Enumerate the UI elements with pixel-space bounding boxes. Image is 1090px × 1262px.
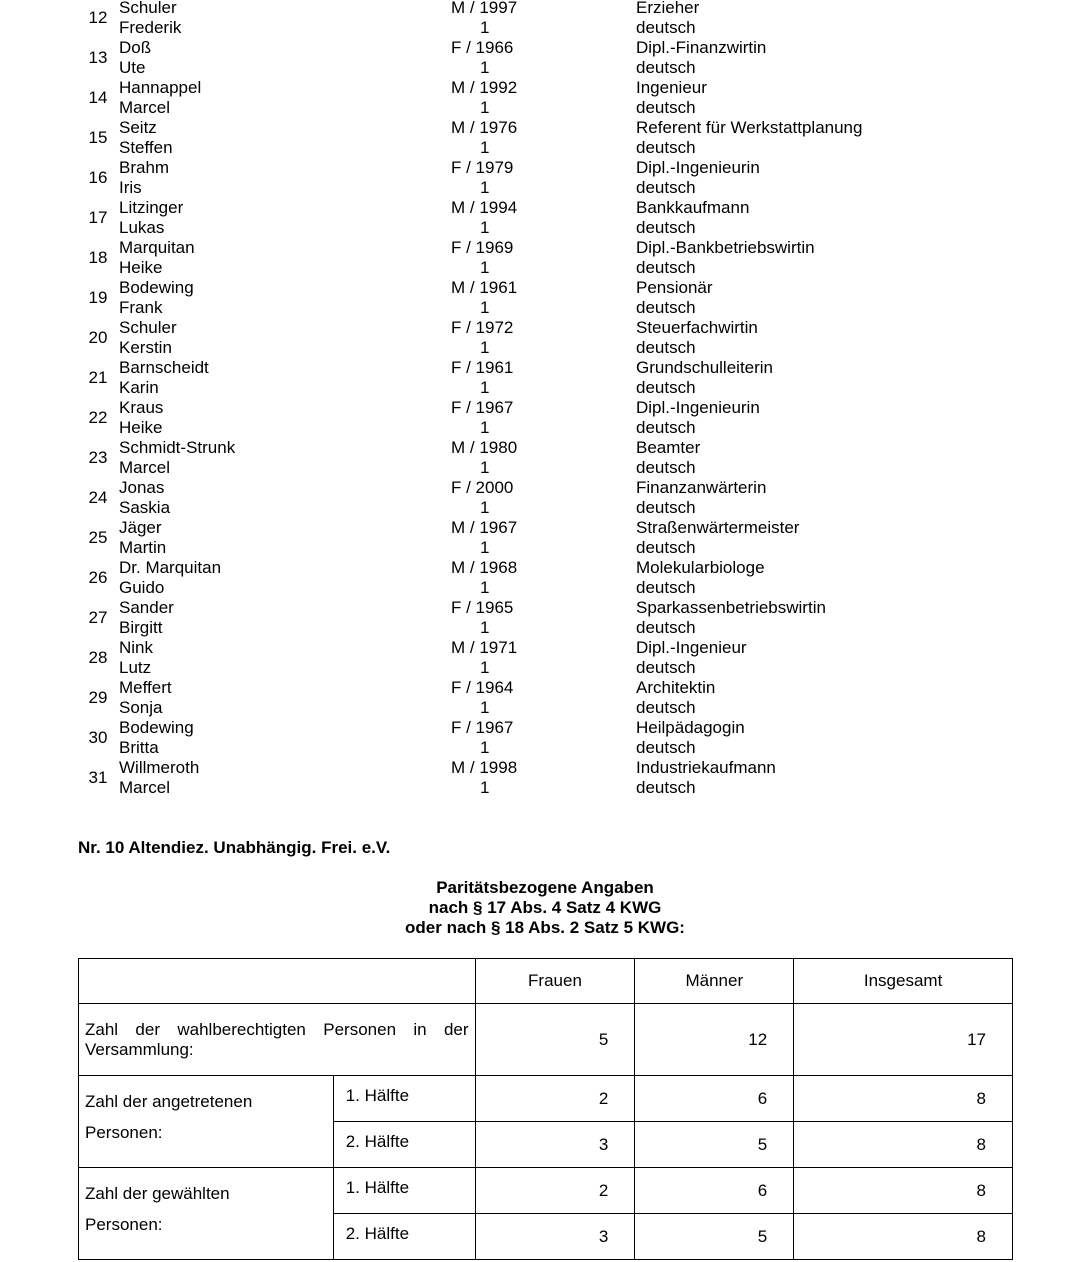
candidate-profession: Dipl.-Ingenieurin xyxy=(636,158,760,177)
candidate-number: 28 xyxy=(88,648,108,667)
candidate-number: 12 xyxy=(88,8,108,27)
candidate-first-name: Lukas xyxy=(119,218,165,237)
candidate-count: 1 xyxy=(480,58,490,77)
candidate-first-name: Heike xyxy=(119,258,163,277)
candidate-profession: Dipl.-Ingenieurin xyxy=(636,398,760,417)
candidate-sex-year: M / 1971 xyxy=(451,638,518,657)
candidate-nationality: deutsch xyxy=(636,538,696,557)
candidate-last-name: Brahm xyxy=(119,158,170,177)
candidate-first-name: Saskia xyxy=(119,498,171,517)
candidate-first-name: Steffen xyxy=(119,138,173,157)
candidate-profession: Dipl.-Finanzwirtin xyxy=(636,38,767,57)
candidate-count: 1 xyxy=(480,178,490,197)
candidate-first-name: Marcel xyxy=(119,778,171,797)
candidate-count: 1 xyxy=(480,18,490,37)
eligible-row xyxy=(79,1004,1013,1076)
candidate-sex-year: M / 1994 xyxy=(451,198,518,217)
candidate-sex-year: F / 1967 xyxy=(451,398,514,417)
candidate-nationality: deutsch xyxy=(636,418,696,437)
candidate-nationality: deutsch xyxy=(636,698,696,717)
candidate-count: 1 xyxy=(480,258,490,277)
elected-1-women: 2 xyxy=(475,1168,635,1214)
elected-1-total: 8 xyxy=(794,1168,1013,1214)
candidate-row xyxy=(0,118,1090,158)
candidate-sex-year: F / 1967 xyxy=(451,718,514,737)
candidate-nationality: deutsch xyxy=(636,258,696,277)
candidate-profession: Finanzanwärterin xyxy=(636,478,767,497)
candidate-last-name: Meffert xyxy=(119,678,172,697)
elected-label-line-1: Zahl der gewählten xyxy=(85,1184,230,1203)
candidate-profession: Grundschulleiterin xyxy=(636,358,774,377)
eligible-total: 17 xyxy=(794,1004,1013,1076)
parity-table xyxy=(78,958,1013,1260)
candidate-profession: Pensionär xyxy=(636,278,713,297)
candidate-nationality: deutsch xyxy=(636,138,696,157)
candidate-row xyxy=(0,198,1090,238)
candidate-sex-year: M / 1992 xyxy=(451,78,518,97)
candidate-first-name: Sonja xyxy=(119,698,163,717)
candidate-last-name: Seitz xyxy=(119,118,157,137)
candidate-sex-year: F / 1966 xyxy=(451,38,514,57)
candidate-number: 31 xyxy=(88,768,108,787)
candidate-count: 1 xyxy=(480,338,490,357)
attended-2-total: 8 xyxy=(794,1122,1013,1168)
candidate-row xyxy=(0,478,1090,518)
candidate-count: 1 xyxy=(480,138,490,157)
candidate-nationality: deutsch xyxy=(636,298,696,317)
candidate-first-name: Heike xyxy=(119,418,163,437)
eligible-women: 5 xyxy=(475,1004,635,1076)
candidate-number: 22 xyxy=(88,408,108,427)
attended-1-women: 2 xyxy=(475,1076,635,1122)
candidate-number: 17 xyxy=(88,208,108,227)
candidate-sex-year: M / 1968 xyxy=(451,558,518,577)
candidate-nationality: deutsch xyxy=(636,618,696,637)
attended-2-women: 3 xyxy=(475,1122,635,1168)
header-men: Männer xyxy=(635,959,794,1004)
candidate-first-name: Karin xyxy=(119,378,159,397)
candidate-count: 1 xyxy=(480,458,490,477)
candidate-profession: Ingenieur xyxy=(636,78,707,97)
candidate-sex-year: F / 1979 xyxy=(451,158,514,177)
candidate-count: 1 xyxy=(480,698,490,717)
candidate-row xyxy=(0,78,1090,118)
attended-half-1: 1. Hälfte xyxy=(333,1076,475,1122)
candidate-nationality: deutsch xyxy=(636,578,696,597)
parity-heading-line-3: oder nach § 18 Abs. 2 Satz 5 KWG: xyxy=(405,918,685,937)
candidate-last-name: Nink xyxy=(119,638,154,657)
eligible-label: Zahl der wahlberechtigten Personen in der Versammlung: xyxy=(79,1004,476,1076)
candidate-last-name: Schuler xyxy=(119,318,177,337)
candidate-number: 27 xyxy=(88,608,108,627)
parity-header-row xyxy=(79,959,1013,1004)
candidate-last-name: Bodewing xyxy=(119,278,194,297)
candidate-number: 13 xyxy=(88,48,108,67)
candidate-count: 1 xyxy=(480,98,490,117)
candidate-count: 1 xyxy=(480,378,490,397)
attended-label-line-2: Personen: xyxy=(85,1123,163,1142)
candidate-row xyxy=(0,718,1090,758)
candidate-last-name: Schuler xyxy=(119,0,177,17)
organization-title: Nr. 10 Altendiez. Unabhängig. Frei. e.V. xyxy=(78,838,391,857)
candidate-sex-year: F / 1972 xyxy=(451,318,514,337)
candidate-last-name: Kraus xyxy=(119,398,164,417)
candidate-count: 1 xyxy=(480,738,490,757)
attended-1-men: 6 xyxy=(635,1076,794,1122)
candidate-sex-year: F / 2000 xyxy=(451,478,514,497)
candidate-sex-year: M / 1997 xyxy=(451,0,518,17)
attended-2-men: 5 xyxy=(635,1122,794,1168)
candidate-first-name: Ute xyxy=(119,58,146,77)
candidate-profession: Molekularbiologe xyxy=(636,558,765,577)
candidate-profession: Beamter xyxy=(636,438,701,457)
candidate-last-name: Willmeroth xyxy=(119,758,200,777)
candidate-nationality: deutsch xyxy=(636,778,696,797)
candidate-first-name: Marcel xyxy=(119,98,171,117)
candidate-number: 16 xyxy=(88,168,108,187)
candidate-number: 19 xyxy=(88,288,108,307)
elected-row-1 xyxy=(79,1168,1013,1214)
elected-2-men: 5 xyxy=(635,1214,794,1260)
candidate-count: 1 xyxy=(480,618,490,637)
candidate-row xyxy=(0,438,1090,478)
candidate-sex-year: M / 1967 xyxy=(451,518,518,537)
candidate-number: 29 xyxy=(88,688,108,707)
candidate-count: 1 xyxy=(480,658,490,677)
candidate-number: 20 xyxy=(88,328,108,347)
candidate-nationality: deutsch xyxy=(636,498,696,517)
candidate-profession: Dipl.-Ingenieur xyxy=(636,638,747,657)
candidate-profession: Architektin xyxy=(636,678,716,697)
attended-half-2: 2. Hälfte xyxy=(333,1122,475,1168)
attended-label xyxy=(79,1076,334,1168)
candidate-last-name: Hannappel xyxy=(119,78,202,97)
candidate-last-name: Jäger xyxy=(119,518,162,537)
candidate-profession: Sparkassenbetriebswirtin xyxy=(636,598,826,617)
candidate-row xyxy=(0,278,1090,318)
candidate-count: 1 xyxy=(480,298,490,317)
candidate-row xyxy=(0,518,1090,558)
candidate-count: 1 xyxy=(480,418,490,437)
header-empty-cell xyxy=(79,959,476,1004)
eligible-men: 12 xyxy=(635,1004,794,1076)
header-total: Insgesamt xyxy=(794,959,1013,1004)
candidate-number: 15 xyxy=(88,128,108,147)
candidate-number: 26 xyxy=(88,568,108,587)
candidate-sex-year: F / 1969 xyxy=(451,238,514,257)
elected-label xyxy=(79,1168,334,1260)
candidate-row xyxy=(0,238,1090,278)
candidate-last-name: Dr. Marquitan xyxy=(119,558,222,577)
candidate-first-name: Iris xyxy=(119,178,142,197)
candidate-first-name: Frederik xyxy=(119,18,182,37)
candidate-nationality: deutsch xyxy=(636,58,696,77)
candidate-nationality: deutsch xyxy=(636,338,696,357)
elected-1-men: 6 xyxy=(635,1168,794,1214)
candidate-row xyxy=(0,758,1090,798)
candidate-nationality: deutsch xyxy=(636,18,696,37)
candidate-first-name: Guido xyxy=(119,578,165,597)
candidate-count: 1 xyxy=(480,578,490,597)
candidate-number: 25 xyxy=(88,528,108,547)
candidate-last-name: Litzinger xyxy=(119,198,184,217)
candidate-profession: Steuerfachwirtin xyxy=(636,318,758,337)
candidate-last-name: Sander xyxy=(119,598,174,617)
candidate-nationality: deutsch xyxy=(636,98,696,117)
candidate-profession: Dipl.-Bankbetriebswirtin xyxy=(636,238,815,257)
elected-2-total: 8 xyxy=(794,1214,1013,1260)
candidate-profession: Heilpädagogin xyxy=(636,718,745,737)
elected-half-2: 2. Hälfte xyxy=(333,1214,475,1260)
candidate-number: 14 xyxy=(88,88,108,107)
parity-heading-line-1: Paritätsbezogene Angaben xyxy=(436,878,654,897)
candidate-profession: Industriekaufmann xyxy=(636,758,776,777)
candidate-row xyxy=(0,638,1090,678)
candidate-profession: Referent für Werkstattplanung xyxy=(636,118,863,137)
candidate-nationality: deutsch xyxy=(636,458,696,477)
candidate-profession: Erzieher xyxy=(636,0,700,17)
candidate-sex-year: M / 1976 xyxy=(451,118,518,137)
candidate-sex-year: M / 1961 xyxy=(451,278,518,297)
candidate-count: 1 xyxy=(480,218,490,237)
candidate-first-name: Marcel xyxy=(119,458,171,477)
candidate-row xyxy=(0,678,1090,718)
candidate-nationality: deutsch xyxy=(636,378,696,397)
candidate-row xyxy=(0,318,1090,358)
candidate-nationality: deutsch xyxy=(636,658,696,677)
candidate-count: 1 xyxy=(480,538,490,557)
candidate-nationality: deutsch xyxy=(636,218,696,237)
candidate-last-name: Doß xyxy=(119,38,152,57)
candidate-profession: Bankkaufmann xyxy=(636,198,750,217)
candidate-nationality: deutsch xyxy=(636,178,696,197)
candidate-row xyxy=(0,158,1090,198)
candidate-row xyxy=(0,38,1090,78)
header-women: Frauen xyxy=(475,959,635,1004)
candidate-count: 1 xyxy=(480,498,490,517)
parity-heading-line-2: nach § 17 Abs. 4 Satz 4 KWG xyxy=(428,898,662,917)
candidate-row xyxy=(0,358,1090,398)
candidate-number: 23 xyxy=(88,448,108,467)
candidate-first-name: Lutz xyxy=(119,658,152,677)
candidate-first-name: Birgitt xyxy=(119,618,163,637)
candidate-last-name: Bodewing xyxy=(119,718,194,737)
candidate-sex-year: M / 1980 xyxy=(451,438,518,457)
candidate-sex-year: F / 1965 xyxy=(451,598,514,617)
candidate-number: 21 xyxy=(88,368,108,387)
candidate-first-name: Kerstin xyxy=(119,338,172,357)
candidate-first-name: Britta xyxy=(119,738,159,757)
elected-half-1: 1. Hälfte xyxy=(333,1168,475,1214)
candidate-sex-year: F / 1964 xyxy=(451,678,514,697)
candidate-nationality: deutsch xyxy=(636,738,696,757)
candidate-last-name: Marquitan xyxy=(119,238,195,257)
candidate-profession: Straßenwärtermeister xyxy=(636,518,800,537)
candidate-sex-year: F / 1961 xyxy=(451,358,514,377)
candidate-number: 30 xyxy=(88,728,108,747)
attended-1-total: 8 xyxy=(794,1076,1013,1122)
candidate-first-name: Frank xyxy=(119,298,163,317)
candidate-row xyxy=(0,0,1090,38)
candidate-count: 1 xyxy=(480,778,490,797)
candidate-row xyxy=(0,558,1090,598)
candidate-sex-year: M / 1998 xyxy=(451,758,518,777)
attended-label-line-1: Zahl der angetretenen xyxy=(85,1092,253,1111)
elected-2-women: 3 xyxy=(475,1214,635,1260)
candidate-number: 18 xyxy=(88,248,108,267)
parity-heading xyxy=(0,878,1090,938)
candidate-first-name: Martin xyxy=(119,538,167,557)
elected-label-line-2: Personen: xyxy=(85,1215,163,1234)
attended-row-1 xyxy=(79,1076,1013,1122)
candidate-row xyxy=(0,398,1090,438)
candidate-last-name: Schmidt-Strunk xyxy=(119,438,236,457)
candidate-row xyxy=(0,598,1090,638)
candidate-last-name: Barnscheidt xyxy=(119,358,209,377)
candidate-last-name: Jonas xyxy=(119,478,165,497)
candidate-number: 24 xyxy=(88,488,108,507)
